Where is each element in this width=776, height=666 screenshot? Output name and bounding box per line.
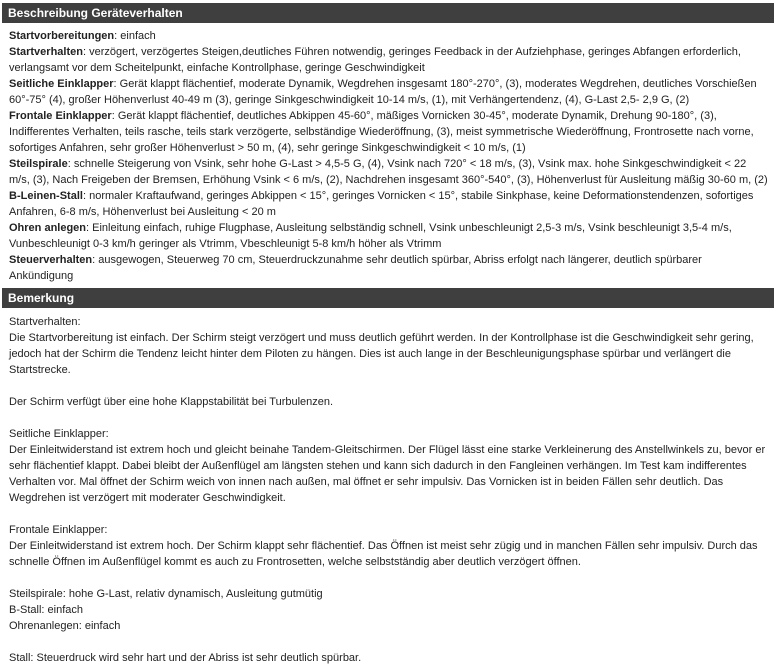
description-label: Ohren anlegen	[9, 222, 87, 234]
remark-paragraph-klappstabilitaet	[9, 394, 768, 410]
remark-line: Die Startvorbereitung ist einfach. Der Schirm steigt verzögert und muss deutlich geführt werden. In der Kontrollphase ist die Geschwindigkeit sehr gering, jedoch hat der Schirm die Tendenz leicht hinter dem Piloten zu hängen. Dies ist auch lange in der Beschleunigungsphase spürbar und verlängert die Startstrecke.	[9, 332, 754, 376]
description-label: Startverhalten	[9, 46, 83, 58]
description-item-startverhalten: Startverhalten: verzögert, verzögertes Steigen,deutliches Führen notwendig, geringes Feedback in der Aufziehphase, geringes Abfangen erforderlich, verlangsamt vor dem Scheitelpunkt, einfache Kontrollphase, geringe Geschwindigkeit	[9, 46, 741, 74]
description-text: einfach	[120, 30, 156, 42]
description-label: Startvorbereitungen	[9, 30, 115, 42]
description-item-ohren-anlegen: Ohren anlegen: Einleitung einfach, ruhige Flugphase, Ausleitung selbständig schnell, Vsink unbeschleunigt 2,5-3 m/s, Vsink beschleunigt 3,5-4 m/s, Vunbeschleunigt 0-3 km/h geringer als Vtrimm, Vbeschleunigt 5-8 km/h höher als Vtrimm	[9, 222, 732, 250]
description-text: Gerät klappt flächentief, deutliches Abkippen 45-60°, mäßiges Vornicken 30-45°, moderate Dynamik, Drehung 90-180°, (3), Indifferentes Verhalten, teils rasche, teils stark verzögerte, selbständige Wiederöffnung, (3), meist symmetrische Wiederöffnung, Frontrosette nach vorne, sofortiges Anfahren, sehr großer Höhenverlust > 50 m, (4), sehr geringe Sinkgeschwindigkeit < 10 m/s, (1)	[9, 110, 754, 154]
description-item-b-leinen-stall: B-Leinen-Stall: normaler Kraftaufwand, geringes Abkippen < 15°, geringes Vornicken < 15°, stabile Sinkphase, keine Deformationstendenzen, sofortiges Anfahren, 6-8 m/s, Höhenverlust bei Ausleitung < 20 m	[9, 190, 754, 218]
description-list	[0, 23, 776, 284]
remark-line: Startverhalten:	[9, 316, 81, 328]
description-text: normaler Kraftaufwand, geringes Abkippen < 15°, geringes Vornicken < 15°, stabile Sinkphase, keine Deformationstendenzen, sofortiges Anfahren, 6-8 m/s, Höhenverlust bei Ausleitung < 20 m	[9, 190, 754, 218]
description-label: B-Leinen-Stall	[9, 190, 83, 202]
description-label: Seitliche Einklapper	[9, 78, 114, 90]
description-text: Gerät klappt flächentief, moderate Dynamik, Wegdrehen insgesamt 180°-270°, (3), moderates Wegdrehen, deutliches Vorschießen 60°-75° (4), großer Höhenverlust 40-49 m (3), geringe Sinkgeschwindigkeit 10-14 m/s, (1), mit Verhängertendenz, (4), G-Last 2,5- 2,9 G, (2)	[9, 78, 757, 106]
remark-paragraph-frontale-einklapper	[9, 522, 768, 570]
description-label: Steilspirale	[9, 158, 68, 170]
description-label: Frontale Einklapper	[9, 110, 112, 122]
remark-line: Der Einleitwiderstand ist extrem hoch und gleicht beinahe Tandem-Gleitschirmen. Der Flügel lässt eine starke Verkleinerung des Anstellwinkels zu, bevor er sehr flächentief klappt. Dabei bleibt der Außenflügel am längsten stehen und kann sich dadurch in den Fangleinen verhängen. Im Test kam indifferentes Verhalten vor. Mal öffnet der Schirm weich von innen nach außen, mal öffnet er sehr impulsiv. Das Vornicken ist in beiden Fällen sehr deutlich. Das Wegdrehen ist verzögert mit moderater Geschwindigkeit.	[9, 444, 766, 504]
description-item-frontale-einklapper: Frontale Einklapper: Gerät klappt flächentief, deutliches Abkippen 45-60°, mäßiges Vornicken 30-45°, moderate Dynamik, Drehung 90-180°, (3), Indifferentes Verhalten, teils rasche, teils stark verzögerte, selbständige Wiederöffnung, (3), meist symmetrische Wiederöffnung, Frontrosette nach vorne, sofortiges Anfahren, sehr großer Höhenverlust > 50 m, (4), sehr geringe Sinkgeschwindigkeit < 10 m/s, (1)	[9, 110, 754, 154]
remark-line: B-Stall: einfach	[9, 604, 83, 616]
remark-line: Frontale Einklapper:	[9, 524, 108, 536]
remark-paragraph-seitliche-einklapper	[9, 426, 768, 506]
description-text: verzögert, verzögertes Steigen,deutliches Führen notwendig, geringes Feedback in der Aufziehphase, geringes Abfangen erforderlich, verlangsamt vor dem Scheitelpunkt, einfache Kontrollphase, geringe Geschwindigkeit	[9, 46, 741, 74]
description-label: Steuerverhalten	[9, 254, 93, 266]
remark-line: Steilspirale: hohe G-Last, relativ dynamisch, Ausleitung gutmütig	[9, 588, 323, 600]
remark-line: Der Schirm verfügt über eine hohe Klappstabilität bei Turbulenzen.	[9, 396, 334, 408]
remark-paragraph-manoeuvres	[9, 586, 768, 634]
remark-line: Ohrenanlegen: einfach	[9, 620, 121, 632]
remark-paragraph-stall	[9, 650, 768, 666]
section-header-description: Beschreibung Geräteverhalten	[2, 3, 774, 23]
remark-line: Seitliche Einklapper:	[9, 428, 109, 440]
description-text: Einleitung einfach, ruhige Flugphase, Ausleitung selbständig schnell, Vsink unbeschleunigt 2,5-3 m/s, Vsink beschleunigt 3,5-4 m/s, Vunbeschleunigt 0-3 km/h geringer als Vtrimm, Vbeschleunigt 5-8 km/h höher als Vtrimm	[9, 222, 732, 250]
section-header-remarks: Bemerkung	[2, 288, 774, 308]
description-item-steilspirale: Steilspirale: schnelle Steigerung von Vsink, sehr hohe G-Last > 4,5-5 G, (4), Vsink nach 720° < 18 m/s, (3), Vsink max. hohe Sinkgeschwindigkeit < 22 m/s, (3), Nach Freigeben der Bremsen, Erhöhung Vsink < 6 m/s, (2), Nachdrehen insgesamt 360°-540°, (3), Höhenverlust für Ausleitung mäßig 30-60 m, (2)	[9, 158, 768, 186]
description-text: ausgewogen, Steuerweg 70 cm, Steuerdruckzunahme sehr deutlich spürbar, Abriss erfolgt nach längerer, deutlich spürbarer Ankündigung	[9, 254, 702, 282]
remark-line: Stall: Steuerdruck wird sehr hart und der Abriss ist sehr deutlich spürbar.	[9, 652, 362, 664]
remarks-body	[0, 308, 776, 666]
description-item-startvorbereitungen: Startvorbereitungen: einfach	[9, 30, 156, 42]
description-text: schnelle Steigerung von Vsink, sehr hohe G-Last > 4,5-5 G, (4), Vsink nach 720° < 18 m/s, (3), Vsink max. hohe Sinkgeschwindigkeit < 22 m/s, (3), Nach Freigeben der Bremsen, Erhöhung Vsink < 6 m/s, (2), Nachdrehen insgesamt 360°-540°, (3), Höhenverlust für Ausleitung mäßig 30-60 m, (2)	[9, 158, 768, 186]
description-item-steuerverhalten: Steuerverhalten: ausgewogen, Steuerweg 70 cm, Steuerdruckzunahme sehr deutlich spürbar, Abriss erfolgt nach längerer, deutlich spürbarer Ankündigung	[9, 254, 702, 282]
remark-line: Der Einleitwiderstand ist extrem hoch. Der Schirm klappt sehr flächentief. Das Öffnen ist meist sehr zügig und in manchen Fällen sehr impulsiv. Durch das schnelle Öffnen im Außenflügel kommt es auch zu Frontrosetten, welche selbstständig aber deutlich verzögert öffnen.	[9, 540, 758, 568]
remark-paragraph-startverhalten	[9, 314, 768, 378]
description-item-seitliche-einklapper: Seitliche Einklapper: Gerät klappt flächentief, moderate Dynamik, Wegdrehen insgesamt 180°-270°, (3), moderates Wegdrehen, deutliches Vorschießen 60°-75° (4), großer Höhenverlust 40-49 m (3), geringe Sinkgeschwindigkeit 10-14 m/s, (1), mit Verhängertendenz, (4), G-Last 2,5- 2,9 G, (2)	[9, 78, 757, 106]
